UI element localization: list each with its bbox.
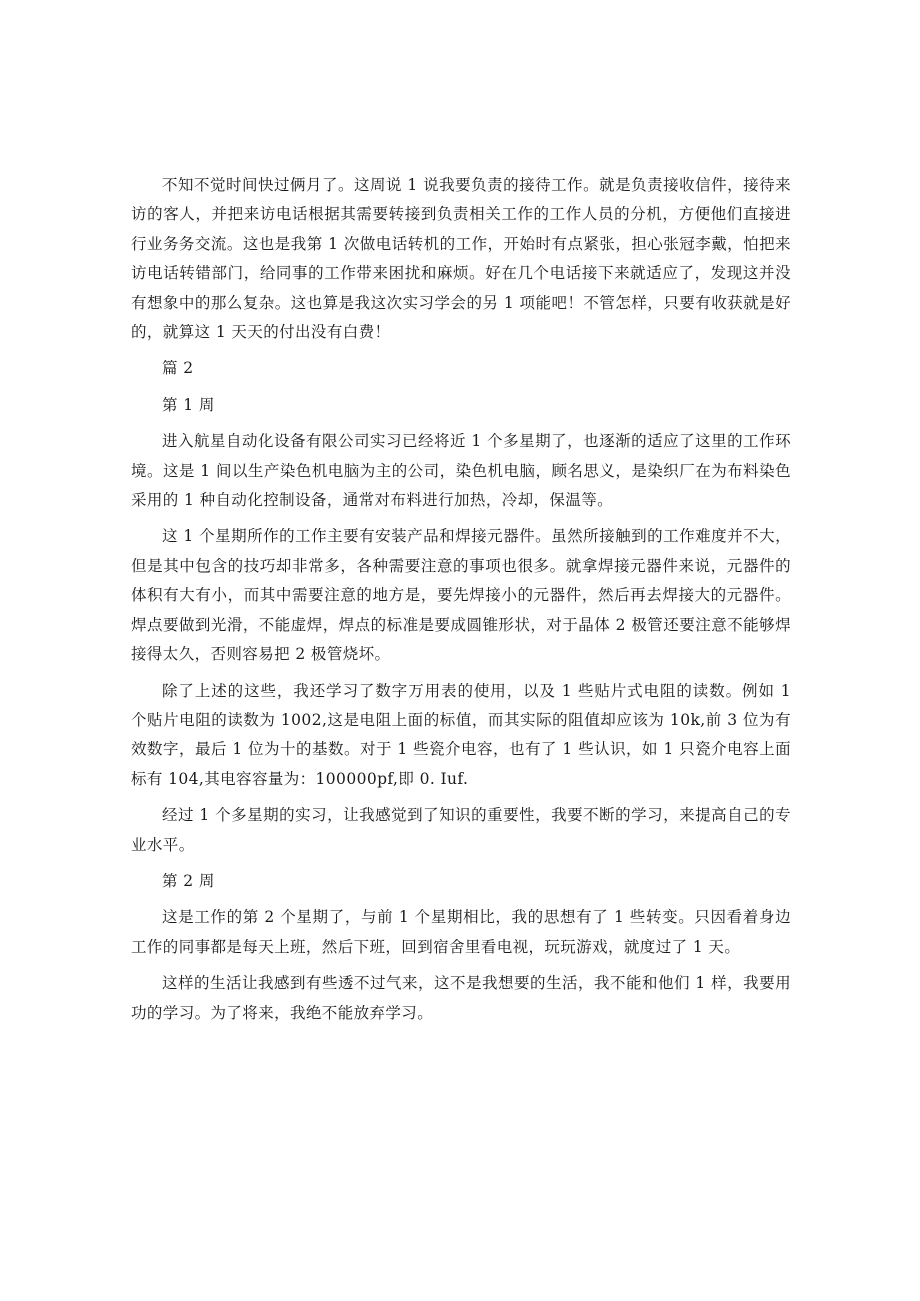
paragraph-multimeter-resistors: 除了上述的这些，我还学习了数字万用表的使用，以及 1 些贴片式电阻的读数。例如 1 个贴片电阻的读数为 1002,这是电阻上面的标值，而其实际的阻值却应该为 10k,前 3 位为有效数字，最后 1 位为十的基数。对于 1 些瓷介电容，也有了 1 些认识，如 1 只瓷介电容上面标有 104,其电容容量为：100000pf,即 0. Iuf.: [131, 681, 797, 788]
paragraph-knowledge-importance: 经过 1 个多星期的实习，让我感觉到了知识的重要性，我要不断的学习，来提高自己的专业水平。: [131, 806, 791, 854]
paragraph-reception-work: 不知不觉时间快过俩月了。这周说 1 说我要负责的接待工作。就是负责接收信件，接待来访的客人，并把来访电话根据其需要转接到负责相关工作的工作人员的分机，方便他们直接进行业务务交流。这也是我第 1 次做电话转机的工作，开始时有点紧张，担心张冠李戴，怕把来访电话转错部门，给同事的工作带来困扰和麻烦。好在几个电话接下来就适应了，发现这并没有想象中的那么复杂。这也算是我这次实习学会的另 1 项能吧！不管怎样，只要有收获就是好的，就算这 1 天天的付出没有白费！: [131, 176, 791, 342]
paragraph-company-intro: 进入航星自动化设备有限公司实习已经将近 1 个多星期了，也逐渐的适应了这里的工作环境。这是 1 间以生产染色机电脑为主的公司，染色机电脑，顾名思义，是染织厂在为布料染色采用的 1 种自动化控制设备，通常对布料进行加热，冷却，保温等。: [131, 432, 791, 510]
week-heading-2: 第 2 周: [162, 871, 215, 890]
document-body: [131, 171, 797, 1028]
paragraph-soldering-work: 这 1 个星期所作的工作主要有安装产品和焊接元器件。虽然所接触到的工作难度并不大，但是其中包含的技巧却非常多，各种需要注意的事项也很多。就拿焊接元器件来说，元器件的体积有大有小，而其中需要注意的地方是，要先焊接小的元器件，然后再去焊接大的元器件。焊点要做到光滑，不能虚焊，焊点的标准是要成圆锥形状，对于晶体 2 极管还要注意不能够焊接得太久，否则容易把 2 极管烧坏。: [131, 527, 791, 664]
section-heading-part-2: 篇 2: [162, 359, 194, 378]
week-heading-1: 第 1 周: [162, 395, 215, 414]
paragraph-keep-learning: 这样的生活让我感到有些透不过气来，这不是我想要的生活，我不能和他们 1 样，我要用功的学习。为了将来，我绝不能放弃学习。: [131, 974, 791, 1022]
paragraph-mindset-change: 这是工作的第 2 个星期了，与前 1 个星期相比，我的思想有了 1 些转变。只因看着身边工作的同事都是每天上班，然后下班，回到宿舍里看电视，玩玩游戏，就度过了 1 天。: [131, 908, 791, 956]
